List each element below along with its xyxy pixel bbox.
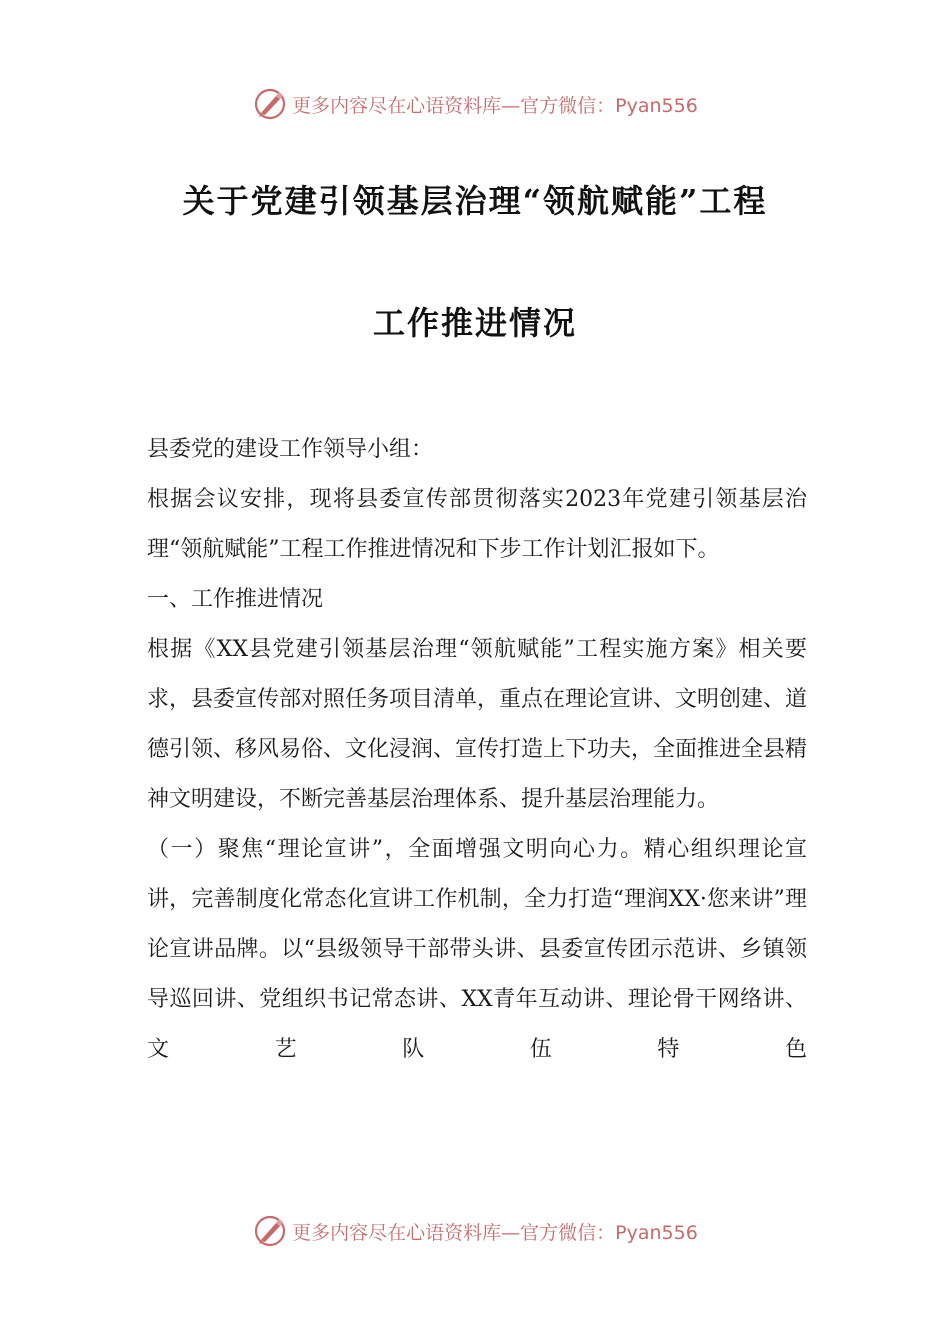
- watermark-text: [292, 1218, 698, 1245]
- watermark-label: 更多内容尽在心语资料库—官方微信：: [292, 94, 616, 117]
- watermark-header: [0, 84, 950, 124]
- section-heading: 一、工作推进情况: [147, 587, 324, 612]
- watermark-label: 更多内容尽在心语资料库—官方微信：: [292, 1221, 616, 1244]
- pen-logo-icon: [252, 86, 288, 122]
- watermark-wechat-id: Pyan556: [615, 1221, 698, 1244]
- document-title-line-2: 工作推进情况: [372, 304, 577, 342]
- document-body: [147, 425, 807, 1075]
- document-title-line-1: 关于党建引领基层治理“领航赋能”工程: [182, 182, 768, 220]
- watermark-wechat-id: Pyan556: [615, 94, 698, 117]
- watermark-text: [292, 91, 698, 118]
- salutation: 县委党的建设工作领导小组：: [147, 437, 434, 462]
- subsection-paragraph: （一）聚焦“理论宣讲”，全面增强文明向心力。精心组织理论宣讲，完善制度化常态化宣讲工作机制，全力打造“理润XX·您来讲”理论宣讲品牌。以“县级领导干部带头讲、县委宣传团示范讲、乡镇领导巡回讲、党组织书记常态讲、XX青年互动讲、理论骨干网络讲、文艺队伍特色: [147, 837, 807, 1062]
- section-paragraph: 根据《XX县党建引领基层治理“领航赋能”工程实施方案》相关要求，县委宣传部对照任务项目清单，重点在理论宣讲、文明创建、道德引领、移风易俗、文化浸润、宣传打造上下功夫，全面推进全县精神文明建设，不断完善基层治理体系、提升基层治理能力。: [147, 637, 808, 812]
- pen-logo-icon: [252, 1213, 288, 1249]
- intro-paragraph: 根据会议安排，现将县委宣传部贯彻落实2023年党建引领基层治理“领航赋能”工程工作推进情况和下步工作计划汇报如下。: [147, 487, 807, 562]
- watermark-footer: [0, 1211, 950, 1251]
